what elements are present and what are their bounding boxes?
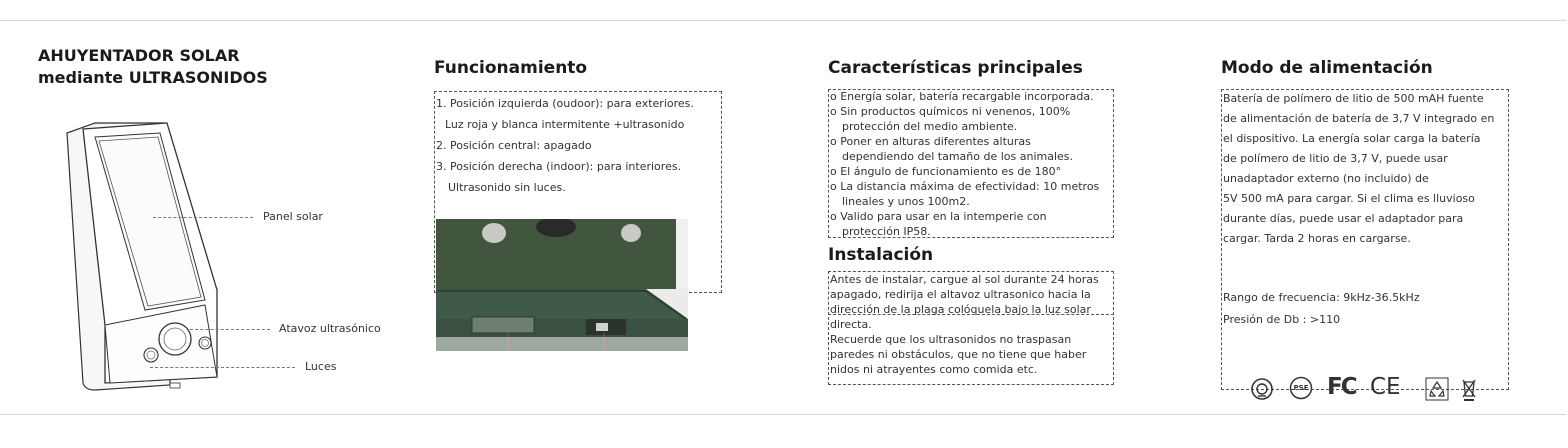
instalacion-line: nidos ni atrayentes como comida etc. [830, 363, 1038, 376]
alimentacion-line: el dispositivo. La energía solar carga la batería [1223, 132, 1481, 145]
lights-callout-label: Luces [305, 360, 337, 373]
product-title-line1: AHUYENTADOR SOLAR [38, 46, 240, 65]
caracteristicas-item: dependiendo del tamaño de los animales. [842, 150, 1074, 163]
funcionamiento-line: 1. Posición izquierda (oudoor): para exteriores. [436, 97, 694, 110]
caracteristicas-item: o Energía solar, batería recargable incorporada. [830, 90, 1094, 103]
instalacion-line: apagado, redirija el altavoz ultrasonico hacia la [830, 288, 1091, 301]
alimentacion-line: 5V 500 mA para cargar. Si el clima es lluvioso [1223, 192, 1475, 205]
funcionamiento-heading: Funcionamiento [434, 58, 588, 78]
panel-callout-label: Panel solar [263, 210, 323, 223]
ce-mark-icon: CE [1370, 374, 1401, 400]
light-right [199, 337, 211, 349]
alimentacion-line: Batería de polímero de litio de 500 mAH fuente [1223, 92, 1484, 105]
alimentacion-line: de polímero de litio de 3,7 V, puede usar [1223, 152, 1448, 165]
instalacion-line: Antes de instalar, cargue al sol durante 24 horas [830, 273, 1099, 286]
weee-bin-icon [1460, 376, 1478, 402]
caracteristicas-item: o Poner en alturas diferentes alturas [830, 135, 1031, 148]
recycle-icon [1425, 377, 1449, 401]
pse-mark-icon [1287, 376, 1315, 400]
instalacion-line: directa. [830, 318, 872, 331]
caracteristicas-item: o La distancia máxima de efectividad: 10 metros [830, 180, 1100, 193]
caracteristicas-item: o Sin productos químicos ni venenos, 100% [830, 105, 1071, 118]
funcionamiento-line: Ultrasonido sin luces. [448, 181, 566, 194]
alimentacion-line: cargar. Tarda 2 horas en cargarse. [1223, 232, 1411, 245]
instalacion-line: paredes ni obstáculos, que no tiene que haber [830, 348, 1087, 361]
battery-cert-icon [1250, 377, 1274, 401]
device-bottom-photo [436, 219, 688, 351]
alimentacion-line: de alimentación de batería de 3,7 V integrado en [1223, 112, 1495, 125]
speaker-callout-label: Atavoz ultrasónico [279, 322, 381, 335]
speaker-callout-line [190, 329, 270, 330]
caracteristicas-item: lineales y unos 100m2. [842, 195, 970, 208]
device-illustration [55, 115, 235, 400]
caracteristicas-item: protección del medio ambiente. [842, 120, 1018, 133]
instalacion-text [830, 272, 1099, 377]
sound-pressure: Presión de Db : >110 [1223, 313, 1341, 326]
frequency-range: Rango de frecuencia: 9kHz-36.5kHz [1223, 291, 1420, 304]
funcionamiento-line: 3. Posición derecha (indoor): para interiores. [436, 160, 682, 173]
caracteristicas-list [830, 89, 1099, 239]
caracteristicas-item: o El ángulo de funcionamiento es de 180° [830, 165, 1062, 178]
instalacion-line: dirección de la plaga colóquela bajo la luz solar [830, 303, 1091, 316]
alimentacion-line: durante días, puede usar el adaptador para [1223, 212, 1464, 225]
funcionamiento-line: Luz roja y blanca intermitente +ultrasonido [445, 118, 685, 131]
funcionamiento-text [436, 93, 694, 198]
instalacion-heading: Instalación [828, 245, 934, 265]
alimentacion-line: unadaptador externo (no incluido) de [1223, 172, 1429, 185]
caracteristicas-item: o Valido para usar en la intemperie con [830, 210, 1047, 223]
light-left [144, 348, 158, 362]
product-title [38, 45, 268, 89]
caracteristicas-item: protección IP58. [842, 225, 931, 238]
instalacion-line: Recuerde que los ultrasonidos no traspasan [830, 333, 1072, 346]
caracteristicas-heading: Características principales [828, 58, 1083, 78]
product-title-line2: mediante ULTRASONIDOS [38, 68, 268, 87]
funcionamiento-line: 2. Posición central: apagado [436, 139, 592, 152]
lights-callout-line [150, 367, 295, 368]
panel-callout-line [153, 217, 253, 218]
alimentacion-text [1223, 89, 1494, 249]
pse-mark-label: PSE [1293, 384, 1309, 392]
alimentacion-heading: Modo de alimentación [1221, 58, 1433, 78]
fc-mark-icon: FC [1327, 374, 1356, 400]
